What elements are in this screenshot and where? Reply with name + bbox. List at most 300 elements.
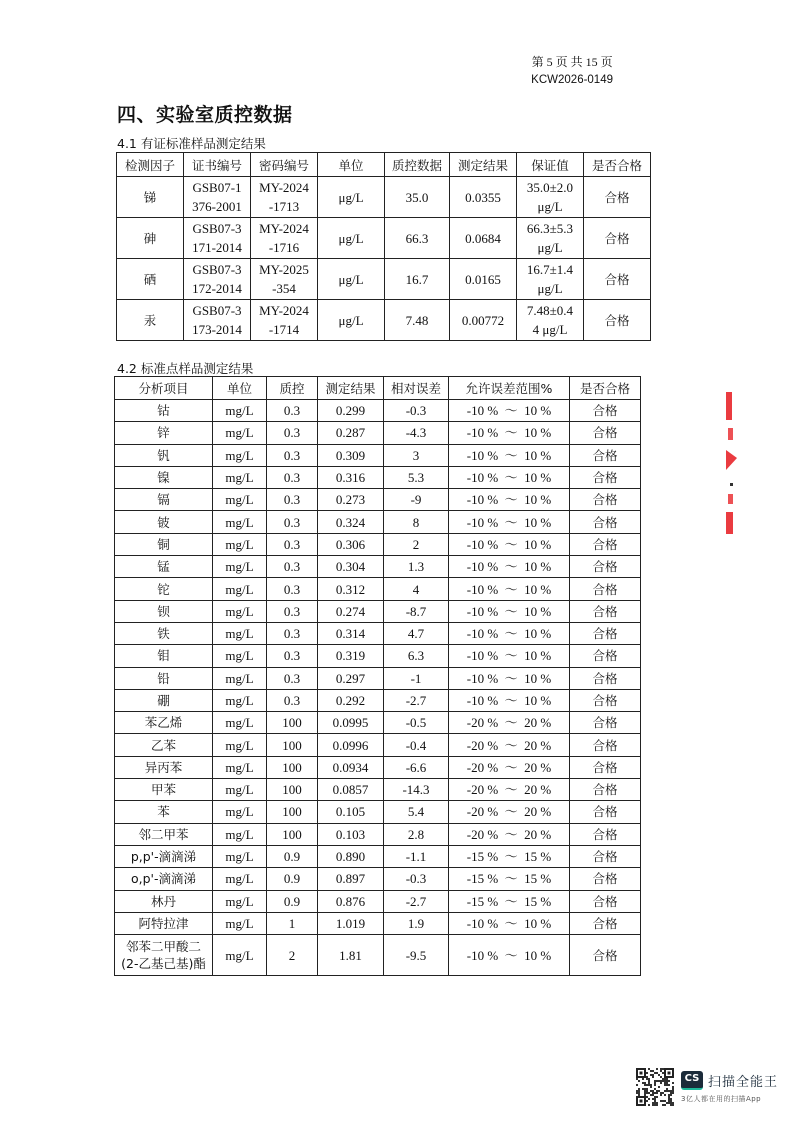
qr-module bbox=[638, 1080, 640, 1082]
allowed-range-cell-text: -10 % ～ 10 % bbox=[466, 648, 552, 664]
qr-module bbox=[660, 1100, 662, 1102]
camscanner-tagline: 3亿人都在用的扫描App bbox=[681, 1095, 762, 1103]
certificate-number-cell-text: GSB07-3 bbox=[192, 221, 242, 236]
analysis-item-cell-text: 锌 bbox=[157, 425, 170, 441]
result-cell bbox=[450, 259, 517, 300]
result-cell bbox=[318, 533, 384, 555]
analysis-item-cell bbox=[115, 823, 213, 845]
result-cell-text: 1.019 bbox=[335, 915, 366, 931]
qr-module bbox=[642, 1078, 644, 1080]
qr-module bbox=[656, 1096, 658, 1098]
qr-module bbox=[642, 1088, 644, 1090]
allowed-range-cell bbox=[449, 890, 570, 912]
qr-module bbox=[670, 1102, 672, 1104]
result-cell-text: 0.299 bbox=[335, 403, 366, 419]
analysis-item-cell-text: 铅 bbox=[157, 670, 170, 686]
table-row bbox=[115, 466, 641, 488]
allowed-range-cell-text: -10 % ～ 10 % bbox=[466, 470, 552, 486]
unit-cell-text: mg/L bbox=[225, 871, 254, 887]
result-cell bbox=[318, 779, 384, 801]
unit-cell bbox=[213, 600, 267, 622]
result-cell bbox=[318, 444, 384, 466]
unit-cell bbox=[213, 511, 267, 533]
relative-error-cell bbox=[384, 890, 449, 912]
relative-error-cell bbox=[384, 600, 449, 622]
qr-module bbox=[654, 1080, 656, 1082]
column-header: 密码编号 bbox=[251, 153, 318, 177]
relative-error-cell bbox=[384, 578, 449, 600]
qr-module bbox=[666, 1080, 668, 1082]
camscanner-watermark bbox=[636, 1068, 786, 1112]
qr-module bbox=[648, 1078, 650, 1080]
qr-module bbox=[664, 1104, 666, 1106]
unit-cell-text: mg/L bbox=[225, 536, 254, 552]
relative-error-cell bbox=[384, 845, 449, 867]
unit-cell-text: mg/L bbox=[225, 581, 254, 597]
pass-status-cell-text: 合格 bbox=[592, 603, 618, 619]
table-row bbox=[115, 422, 641, 444]
qc-cell bbox=[267, 466, 318, 488]
result-cell bbox=[450, 218, 517, 259]
unit-cell bbox=[318, 259, 385, 300]
qr-module bbox=[646, 1084, 648, 1086]
qc-cell bbox=[267, 756, 318, 778]
unit-cell-text: mg/L bbox=[225, 425, 254, 441]
guaranteed-value-cell-text: 7.48±0.4 bbox=[526, 303, 574, 318]
code-number-cell-text: MY-2025 bbox=[259, 262, 309, 277]
column-header: 是否合格 bbox=[584, 153, 651, 177]
allowed-range-cell-text: -20 % ～ 20 % bbox=[466, 715, 552, 731]
relative-error-cell bbox=[384, 823, 449, 845]
factor-cell-text: 汞 bbox=[143, 312, 157, 328]
unit-cell bbox=[213, 845, 267, 867]
table-header-row bbox=[115, 377, 641, 400]
seal-mark bbox=[726, 512, 733, 534]
qr-module bbox=[652, 1098, 654, 1100]
relative-error-cell-text: 6.3 bbox=[407, 648, 425, 664]
qr-module bbox=[656, 1092, 658, 1094]
qr-module bbox=[668, 1100, 670, 1102]
pass-status-cell-text: 合格 bbox=[592, 915, 618, 931]
allowed-range-cell bbox=[449, 645, 570, 667]
allowed-range-cell bbox=[449, 511, 570, 533]
relative-error-cell-text: 1.3 bbox=[407, 559, 425, 575]
qc-cell-text: 0.3 bbox=[283, 626, 301, 642]
pass-status-cell-text: 合格 bbox=[592, 536, 618, 552]
pass-status-cell-text: 合格 bbox=[592, 759, 618, 775]
pass-status-cell-text: 合格 bbox=[592, 492, 618, 508]
certificate-number-cell-text: GSB07-3 bbox=[192, 262, 242, 277]
qr-module bbox=[654, 1100, 656, 1102]
result-cell bbox=[318, 689, 384, 711]
pass-status-cell bbox=[570, 912, 641, 934]
analysis-item-cell-text: 邻苯二甲酸二 bbox=[125, 939, 201, 955]
qr-module bbox=[664, 1084, 666, 1086]
result-cell-text: 0.274 bbox=[335, 603, 366, 619]
qc-cell bbox=[267, 444, 318, 466]
qr-module bbox=[662, 1068, 664, 1070]
qc-cell-text: 0.3 bbox=[283, 514, 301, 530]
qc-cell bbox=[267, 556, 318, 578]
qc-cell-text: 100 bbox=[282, 804, 302, 820]
factor-cell-text: 砷 bbox=[143, 230, 157, 246]
qr-module bbox=[642, 1082, 644, 1084]
allowed-range-cell-text: -10 % ～ 10 % bbox=[466, 581, 552, 597]
pass-status-cell-text: 合格 bbox=[604, 271, 630, 287]
analysis-item-cell bbox=[115, 444, 213, 466]
qc-cell-text: 0.3 bbox=[283, 648, 301, 664]
qr-module bbox=[668, 1084, 670, 1086]
analysis-item-cell-text: 苯 bbox=[157, 804, 170, 820]
unit-cell-text: mg/L bbox=[225, 693, 254, 708]
table-row bbox=[117, 259, 651, 300]
guaranteed-value-cell-text: 16.7±1.4 bbox=[526, 262, 574, 277]
pass-status-cell bbox=[570, 712, 641, 734]
unit-cell-text: mg/L bbox=[225, 804, 254, 820]
unit-cell-text: mg/L bbox=[225, 737, 254, 753]
analysis-item-cell bbox=[115, 489, 213, 511]
result-cell-text: 0.876 bbox=[335, 893, 366, 909]
unit-cell bbox=[318, 300, 385, 341]
result-cell bbox=[318, 756, 384, 778]
relative-error-cell bbox=[384, 734, 449, 756]
allowed-range-cell bbox=[449, 444, 570, 466]
relative-error-cell-text: 1.9 bbox=[407, 915, 425, 931]
analysis-item-cell bbox=[115, 400, 213, 422]
allowed-range-cell bbox=[449, 845, 570, 867]
qc-data-cell-text: 66.3 bbox=[405, 230, 429, 246]
unit-cell bbox=[213, 645, 267, 667]
relative-error-cell-text: -0.5 bbox=[405, 715, 427, 731]
table-row bbox=[115, 444, 641, 466]
qr-module bbox=[658, 1074, 660, 1076]
qr-module bbox=[652, 1102, 654, 1104]
allowed-range-cell bbox=[449, 756, 570, 778]
pass-status-cell-text: 合格 bbox=[604, 189, 630, 205]
unit-cell-text: mg/L bbox=[225, 559, 254, 575]
result-cell-text: 0.897 bbox=[335, 871, 366, 887]
allowed-range-cell-text: -20 % ～ 20 % bbox=[466, 759, 552, 775]
unit-cell-text: μg/L bbox=[338, 271, 364, 287]
pass-status-cell bbox=[570, 890, 641, 912]
pass-status-cell bbox=[570, 400, 641, 422]
qr-module bbox=[646, 1096, 648, 1098]
qr-module bbox=[640, 1100, 643, 1103]
allowed-range-cell bbox=[449, 734, 570, 756]
qr-module bbox=[668, 1072, 671, 1075]
pass-status-cell bbox=[570, 779, 641, 801]
unit-cell bbox=[318, 177, 385, 218]
certificate-number-cell-text: 173-2014 bbox=[192, 322, 242, 337]
qr-module bbox=[650, 1074, 652, 1076]
relative-error-cell-text: -2.7 bbox=[405, 893, 427, 909]
relative-error-cell bbox=[384, 511, 449, 533]
pass-status-cell-text: 合格 bbox=[592, 559, 618, 575]
analysis-item-cell bbox=[115, 556, 213, 578]
allowed-range-cell-text: -10 % ～ 10 % bbox=[466, 425, 552, 441]
qc-cell bbox=[267, 422, 318, 444]
allowed-range-cell-text: -20 % ～ 20 % bbox=[466, 826, 552, 842]
result-cell-text: 0.287 bbox=[335, 425, 366, 441]
relative-error-cell bbox=[384, 935, 449, 976]
table-row bbox=[115, 801, 641, 823]
relative-error-cell bbox=[384, 489, 449, 511]
qc-cell-text: 0.3 bbox=[283, 425, 301, 441]
camscanner-logo-icon: CS bbox=[681, 1071, 703, 1090]
table-row bbox=[115, 511, 641, 533]
relative-error-cell-text: 4 bbox=[412, 581, 420, 597]
result-cell-text: 1.81 bbox=[339, 947, 362, 963]
result-cell bbox=[318, 622, 384, 644]
unit-cell-text: mg/L bbox=[225, 670, 254, 686]
relative-error-cell bbox=[384, 801, 449, 823]
qc-cell bbox=[267, 489, 318, 511]
qc-cell-text: 0.9 bbox=[283, 893, 301, 909]
relative-error-cell bbox=[384, 645, 449, 667]
pass-status-cell bbox=[570, 734, 641, 756]
guaranteed-value-cell bbox=[517, 300, 584, 341]
analysis-item-cell-text: 林丹 bbox=[150, 893, 176, 909]
result-cell bbox=[450, 177, 517, 218]
result-cell bbox=[318, 556, 384, 578]
table-row bbox=[117, 177, 651, 218]
unit-cell bbox=[213, 689, 267, 711]
relative-error-cell bbox=[384, 779, 449, 801]
allowed-range-cell-text: -10 % ～ 10 % bbox=[466, 670, 552, 686]
pass-status-cell bbox=[570, 667, 641, 689]
unit-cell-text: mg/L bbox=[225, 447, 254, 463]
analysis-item-cell-text: 阿特拉津 bbox=[138, 915, 189, 931]
analysis-item-cell-text: 甲苯 bbox=[150, 782, 176, 798]
qc-cell bbox=[267, 689, 318, 711]
allowed-range-cell bbox=[449, 489, 570, 511]
pass-status-cell bbox=[570, 422, 641, 444]
allowed-range-cell bbox=[449, 935, 570, 976]
unit-cell bbox=[213, 868, 267, 890]
unit-cell bbox=[213, 622, 267, 644]
qr-module bbox=[648, 1104, 650, 1106]
column-header: 测定结果 bbox=[318, 377, 384, 400]
pass-status-cell-text: 合格 bbox=[592, 403, 618, 419]
analysis-item-cell bbox=[115, 622, 213, 644]
analysis-item-cell-text: 钴 bbox=[157, 403, 170, 419]
qr-module bbox=[654, 1098, 656, 1100]
table-row bbox=[115, 533, 641, 555]
qr-module bbox=[668, 1090, 670, 1092]
result-cell bbox=[450, 300, 517, 341]
pass-status-cell-text: 合格 bbox=[592, 447, 618, 463]
pass-status-cell bbox=[570, 578, 641, 600]
pass-status-cell bbox=[570, 645, 641, 667]
unit-cell bbox=[213, 823, 267, 845]
allowed-range-cell bbox=[449, 689, 570, 711]
qr-module bbox=[668, 1080, 670, 1082]
table-row bbox=[115, 400, 641, 422]
pass-status-cell-text: 合格 bbox=[592, 893, 618, 909]
unit-cell-text: mg/L bbox=[225, 715, 254, 731]
qr-module bbox=[650, 1070, 652, 1072]
factor-cell bbox=[117, 177, 184, 218]
table-row bbox=[115, 645, 641, 667]
qr-module bbox=[658, 1090, 660, 1092]
qr-module bbox=[666, 1084, 668, 1086]
unit-cell-text: mg/L bbox=[225, 514, 254, 530]
result-cell-text: 0.309 bbox=[335, 447, 366, 463]
allowed-range-cell-text: -10 % ～ 10 % bbox=[466, 626, 552, 642]
qc-cell-text: 1 bbox=[288, 915, 296, 931]
result-cell bbox=[318, 466, 384, 488]
qc-cell bbox=[267, 511, 318, 533]
seal-mark bbox=[728, 428, 733, 440]
qr-module bbox=[666, 1088, 668, 1090]
qr-module bbox=[644, 1090, 646, 1092]
column-header: 质控 bbox=[267, 377, 318, 400]
qr-module bbox=[672, 1092, 674, 1094]
certificate-number-cell bbox=[184, 300, 251, 341]
pass-status-cell bbox=[570, 600, 641, 622]
qr-module bbox=[648, 1080, 650, 1082]
allowed-range-cell bbox=[449, 556, 570, 578]
unit-cell bbox=[213, 912, 267, 934]
pass-status-cell bbox=[570, 756, 641, 778]
certified-samples-table bbox=[116, 152, 651, 341]
relative-error-cell bbox=[384, 689, 449, 711]
unit-cell-text: mg/L bbox=[225, 782, 254, 798]
analysis-item-cell-text: 镍 bbox=[157, 470, 170, 486]
qc-cell bbox=[267, 779, 318, 801]
analysis-item-cell-text: 铜 bbox=[157, 536, 170, 552]
allowed-range-cell-text: -10 % ～ 10 % bbox=[466, 492, 552, 508]
qr-module bbox=[654, 1072, 656, 1074]
unit-cell bbox=[213, 779, 267, 801]
analysis-item-cell bbox=[115, 734, 213, 756]
qr-module bbox=[662, 1072, 664, 1074]
pass-status-cell bbox=[570, 533, 641, 555]
result-cell-text: 0.0165 bbox=[465, 271, 501, 287]
result-cell bbox=[318, 422, 384, 444]
qc-cell bbox=[267, 734, 318, 756]
allowed-range-cell-text: -10 % ～ 10 % bbox=[466, 693, 552, 708]
qc-cell bbox=[267, 622, 318, 644]
unit-cell-text: mg/L bbox=[225, 470, 254, 486]
result-cell bbox=[318, 600, 384, 622]
qc-cell-text: 0.3 bbox=[283, 581, 301, 597]
qr-module bbox=[664, 1094, 666, 1096]
table-row bbox=[115, 600, 641, 622]
result-cell-text: 0.0934 bbox=[332, 759, 369, 775]
qc-cell bbox=[267, 912, 318, 934]
column-header: 证书编号 bbox=[184, 153, 251, 177]
qr-module bbox=[662, 1078, 664, 1080]
page-header bbox=[531, 53, 613, 89]
analysis-item-cell bbox=[115, 600, 213, 622]
analysis-item-cell bbox=[115, 712, 213, 734]
result-cell bbox=[318, 845, 384, 867]
pass-status-cell-text: 合格 bbox=[592, 947, 618, 963]
qc-cell bbox=[267, 533, 318, 555]
relative-error-cell-text: -6.6 bbox=[405, 759, 427, 775]
code-number-cell bbox=[251, 259, 318, 300]
qr-module bbox=[650, 1084, 652, 1086]
unit-cell bbox=[213, 489, 267, 511]
allowed-range-cell bbox=[449, 578, 570, 600]
qr-module bbox=[656, 1072, 658, 1074]
qr-module bbox=[650, 1086, 652, 1088]
result-cell bbox=[318, 801, 384, 823]
qr-module bbox=[668, 1094, 670, 1096]
code-number-cell-text: MY-2024 bbox=[259, 221, 309, 236]
factor-cell-text: 锑 bbox=[143, 189, 157, 205]
guaranteed-value-cell-text: μg/L bbox=[537, 240, 563, 255]
allowed-range-cell bbox=[449, 779, 570, 801]
qc-cell-text: 100 bbox=[282, 715, 302, 731]
analysis-item-cell bbox=[115, 801, 213, 823]
analysis-item-cell-text: 锰 bbox=[157, 559, 170, 575]
allowed-range-cell bbox=[449, 422, 570, 444]
qr-module bbox=[638, 1090, 640, 1092]
qr-module bbox=[672, 1104, 674, 1106]
pass-status-cell-text: 合格 bbox=[592, 782, 618, 798]
qr-module bbox=[656, 1080, 658, 1082]
qr-module bbox=[662, 1100, 664, 1102]
qr-module bbox=[668, 1102, 670, 1104]
allowed-range-cell-text: -10 % ～ 10 % bbox=[466, 536, 552, 552]
table-row bbox=[115, 756, 641, 778]
qr-module bbox=[638, 1094, 640, 1096]
relative-error-cell bbox=[384, 466, 449, 488]
unit-cell-text: μg/L bbox=[338, 189, 364, 205]
certificate-number-cell bbox=[184, 259, 251, 300]
allowed-range-cell-text: -15 % ～ 15 % bbox=[466, 849, 552, 865]
pass-status-cell bbox=[570, 466, 641, 488]
unit-cell-text: mg/L bbox=[225, 603, 254, 619]
analysis-item-cell-text: 异丙苯 bbox=[144, 759, 183, 775]
certificate-number-cell-text: 172-2014 bbox=[192, 281, 242, 296]
qc-cell-text: 100 bbox=[282, 759, 302, 775]
seal-mark bbox=[728, 494, 733, 504]
qc-cell-text: 0.3 bbox=[283, 603, 301, 619]
relative-error-cell-text: 3 bbox=[412, 447, 420, 463]
certificate-number-cell-text: GSB07-1 bbox=[192, 180, 242, 195]
qr-module bbox=[670, 1104, 672, 1106]
qr-module bbox=[660, 1076, 662, 1078]
pass-status-cell-text: 合格 bbox=[592, 826, 618, 842]
qc-cell bbox=[267, 600, 318, 622]
analysis-item-cell bbox=[115, 689, 213, 711]
qr-module bbox=[660, 1068, 662, 1070]
allowed-range-cell-text: -10 % ～ 10 % bbox=[466, 447, 552, 463]
factor-cell bbox=[117, 218, 184, 259]
relative-error-cell bbox=[384, 667, 449, 689]
qr-module bbox=[646, 1092, 648, 1094]
qc-cell-text: 100 bbox=[282, 826, 302, 842]
code-number-cell bbox=[251, 218, 318, 259]
qr-module bbox=[646, 1076, 648, 1078]
qr-module bbox=[646, 1072, 648, 1074]
unit-cell-text: mg/L bbox=[225, 893, 254, 909]
factor-cell bbox=[117, 259, 184, 300]
unit-cell bbox=[213, 756, 267, 778]
table-row bbox=[115, 712, 641, 734]
table-row bbox=[115, 868, 641, 890]
allowed-range-cell bbox=[449, 868, 570, 890]
relative-error-cell bbox=[384, 712, 449, 734]
qr-module bbox=[648, 1068, 650, 1070]
unit-cell-text: mg/L bbox=[225, 947, 254, 963]
qr-module bbox=[660, 1092, 662, 1094]
result-cell bbox=[318, 400, 384, 422]
result-cell-text: 0.304 bbox=[335, 559, 366, 575]
